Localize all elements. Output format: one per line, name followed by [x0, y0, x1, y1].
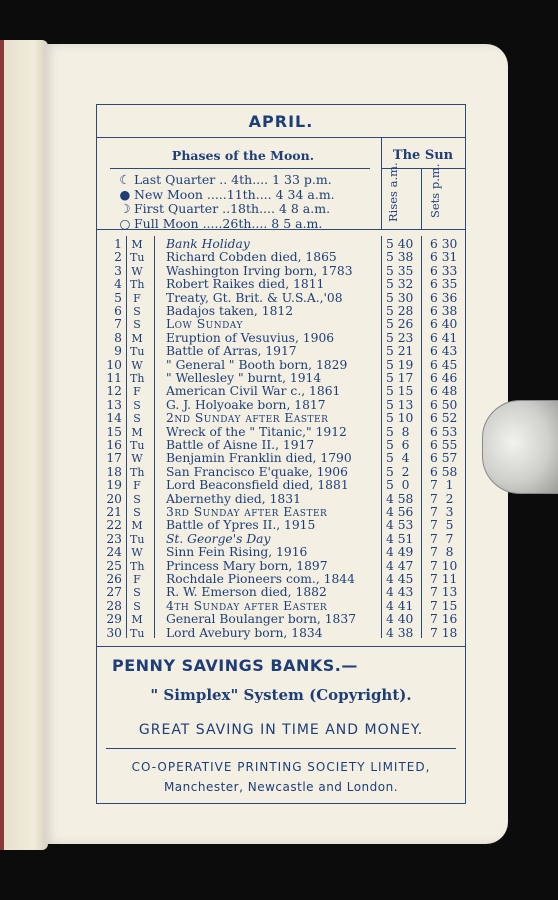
weekday: Tu	[130, 626, 145, 640]
sunset-time: 6 36	[430, 290, 458, 305]
weekday: Th	[130, 559, 145, 573]
sunset-time: 7 15	[430, 598, 458, 613]
day-event: 2nd Sunday after Easter	[166, 411, 329, 426]
day-number: 3	[114, 263, 122, 278]
left-page	[0, 40, 48, 850]
weekday: F	[133, 573, 141, 586]
sunrise-time: 5 38	[386, 250, 414, 265]
day-event: Low Sunday	[166, 317, 243, 332]
moon-phase-text: Full Moon .....26th.... 8 5 a.m.	[134, 215, 323, 231]
sunrise-time: 4 41	[386, 598, 414, 613]
day-event: Battle of Aisne II., 1917	[166, 438, 315, 452]
day-event: Lord Beaconsfield died, 1881	[166, 478, 349, 493]
day-number: 10	[106, 357, 122, 372]
sunrise-time: 5 6	[386, 438, 410, 452]
day-number: 9	[114, 344, 122, 359]
day-number: 26	[106, 572, 122, 586]
sunset-time: 6 30	[430, 237, 458, 251]
sunset-time: 6 55	[430, 438, 458, 452]
sunset-time: 7 1	[430, 478, 454, 493]
sunset-time: 7 18	[430, 625, 458, 640]
divider	[106, 748, 456, 749]
day-number: 12	[106, 384, 122, 399]
day-number: 23	[106, 531, 122, 546]
weekday: M	[131, 425, 143, 439]
moon-phase-row	[116, 187, 335, 202]
sunset-time: 7 8	[430, 545, 454, 560]
sunrise-time: 4 47	[386, 558, 414, 573]
sunrise-time: 4 51	[386, 531, 414, 546]
rises-label: Rises a.m.	[386, 162, 400, 222]
weekday: W	[131, 546, 143, 560]
day-event: 3rd Sunday after Easter	[166, 505, 328, 519]
weekday: Th	[130, 465, 145, 479]
weekday: S	[133, 492, 141, 506]
advert-headline: PENNY SAVINGS BANKS.—	[112, 656, 358, 675]
weekday: M	[131, 238, 143, 251]
weekday: F	[133, 291, 141, 305]
sunset-time: 7 16	[430, 612, 458, 627]
sunset-time: 6 46	[430, 371, 458, 385]
sunrise-time: 5 13	[386, 397, 414, 412]
day-event: American Civil War c., 1861	[166, 384, 341, 399]
divider	[421, 168, 422, 229]
sunrise-time: 5 10	[386, 411, 414, 426]
weekday: S	[133, 586, 141, 600]
weekday: Tu	[130, 439, 145, 452]
sunset-time: 6 53	[430, 424, 458, 439]
divider	[381, 137, 382, 229]
sun-heading: The Sun	[392, 148, 454, 163]
sunset-time: 6 43	[430, 344, 458, 359]
day-number: 27	[106, 585, 122, 600]
weekday: W	[131, 452, 143, 466]
moon-phase-text: Last Quarter .. 4th.... 1 33 p.m.	[134, 172, 332, 187]
weekday: F	[133, 479, 141, 493]
day-number: 1	[114, 237, 122, 251]
sunset-time: 6 41	[430, 330, 458, 345]
day-event: G. J. Holyoake born, 1817	[166, 397, 326, 412]
day-event: Abernethy died, 1831	[166, 491, 301, 506]
day-number: 2	[114, 250, 122, 265]
weekday: Tu	[130, 532, 145, 546]
day-event: " General " Booth born, 1829	[166, 357, 348, 372]
weekday: Th	[130, 372, 145, 385]
weekday: W	[131, 358, 143, 372]
moon-phase-icon: ○	[119, 215, 131, 231]
sets-label: Sets p.m.	[428, 163, 442, 218]
day-event: Bank Holiday	[166, 237, 250, 251]
sunrise-time: 5 23	[386, 330, 414, 345]
sunset-time: 7 5	[430, 518, 454, 533]
day-number: 5	[114, 290, 122, 305]
day-number: 16	[106, 438, 122, 452]
day-event: Battle of Ypres II., 1915	[166, 518, 316, 533]
sunrise-time: 4 40	[386, 612, 414, 627]
sunset-time: 7 13	[430, 585, 458, 600]
moon-phase-row	[116, 172, 332, 187]
weekday: M	[131, 613, 143, 627]
sunrise-time: 5 30	[386, 290, 414, 305]
sunrise-time: 4 38	[386, 625, 414, 640]
sunset-time: 7 10	[430, 558, 458, 573]
page-clip	[482, 400, 558, 494]
day-event: Washington Irving born, 1783	[166, 263, 353, 278]
day-number: 18	[106, 464, 122, 479]
day-event: Treaty, Gt. Brit. & U.S.A.,'08	[166, 290, 343, 305]
moon-phase-row	[116, 216, 322, 231]
weekday: M	[131, 519, 143, 533]
day-event: Eruption of Vesuvius, 1906	[166, 330, 335, 345]
day-number: 29	[106, 612, 122, 627]
sunrise-time: 5 17	[386, 371, 414, 385]
day-number: 22	[106, 518, 122, 533]
weekday: S	[133, 412, 141, 426]
day-number: 20	[106, 491, 122, 506]
sunset-time: 7 3	[430, 505, 454, 519]
day-event: Lord Avebury born, 1834	[166, 625, 323, 640]
sunset-time: 7 7	[430, 531, 454, 546]
sunset-time: 6 57	[430, 451, 458, 466]
sunrise-time: 5 21	[386, 344, 414, 359]
advert-cities: Manchester, Newcastle and London.	[163, 780, 399, 794]
sunrise-time: 5 40	[386, 237, 414, 251]
sunrise-time: 5 4	[386, 451, 410, 466]
sunset-time: 6 45	[430, 357, 458, 372]
sunset-time: 6 50	[430, 397, 458, 412]
sunrise-time: 5 35	[386, 263, 414, 278]
moon-phase-icon: ●	[119, 186, 131, 202]
weekday: S	[133, 318, 141, 332]
sunset-time: 6 33	[430, 263, 458, 278]
day-number: 24	[106, 545, 122, 560]
day-event: St. George's Day	[166, 531, 271, 546]
day-event: " Wellesley " burnt, 1914	[166, 371, 322, 385]
sunrise-time: 4 43	[386, 585, 414, 600]
sunrise-time: 5 28	[386, 304, 414, 318]
sunrise-time: 4 56	[386, 505, 414, 519]
weekday: W	[131, 264, 143, 278]
sunset-time: 6 35	[430, 277, 458, 292]
weekday: Tu	[130, 251, 145, 265]
moon-phase-row	[116, 201, 330, 216]
day-number: 15	[106, 424, 122, 439]
book-cover-edge	[0, 40, 4, 850]
sunrise-time: 4 58	[386, 491, 414, 506]
sunset-time: 6 40	[430, 317, 458, 332]
day-number: 8	[114, 330, 122, 345]
day-event: Robert Raikes died, 1811	[166, 277, 325, 292]
sunrise-time: 5 19	[386, 357, 414, 372]
sunset-time: 6 58	[430, 464, 458, 479]
day-event: San Francisco E'quake, 1906	[166, 464, 348, 479]
day-number: 4	[114, 277, 122, 292]
weekday: S	[133, 398, 141, 412]
day-number: 30	[106, 625, 122, 640]
day-event: Rochdale Pioneers com., 1844	[166, 572, 355, 586]
day-number: 7	[114, 317, 122, 332]
weekday: M	[131, 331, 143, 345]
sunset-time: 7 2	[430, 491, 454, 506]
month-title: APRIL.	[248, 112, 314, 131]
weekday: S	[133, 506, 141, 519]
day-number: 6	[114, 304, 122, 318]
sunrise-time: 4 53	[386, 518, 414, 533]
moon-phase-icon: ☾	[119, 172, 131, 187]
weekday: S	[133, 305, 141, 318]
sunrise-time: 5 0	[386, 478, 410, 493]
advert-system: " Simplex" System (Copyright).	[150, 686, 412, 704]
sunset-time: 6 38	[430, 304, 458, 318]
day-event: General Boulanger born, 1837	[166, 612, 357, 627]
day-number: 19	[106, 478, 122, 493]
weekday: Th	[130, 278, 145, 292]
sunrise-time: 5 32	[386, 277, 414, 292]
day-number: 21	[106, 505, 122, 519]
advert-printer: CO-OPERATIVE PRINTING SOCIETY LIMITED,	[131, 760, 431, 774]
sunrise-time: 5 2	[386, 464, 410, 479]
weekday: F	[133, 385, 141, 399]
sunset-time: 6 52	[430, 411, 458, 426]
phases-heading: Phases of the Moon.	[171, 148, 315, 163]
day-event: 4th Sunday after Easter	[166, 598, 328, 613]
day-event: Badajos taken, 1812	[166, 304, 294, 318]
sunrise-time: 5 8	[386, 424, 410, 439]
day-number: 11	[106, 371, 122, 385]
day-event: Battle of Arras, 1917	[166, 344, 297, 359]
day-event: Benjamin Franklin died, 1790	[166, 451, 352, 466]
day-number: 17	[106, 451, 122, 466]
day-event: Richard Cobden died, 1865	[166, 250, 337, 265]
day-event: R. W. Emerson died, 1882	[166, 585, 327, 600]
divider	[96, 646, 466, 647]
day-number: 28	[106, 598, 122, 613]
sunset-time: 6 31	[430, 250, 458, 265]
sunrise-time: 5 26	[386, 317, 414, 332]
moon-phase-text: New Moon .....11th.... 4 34 a.m.	[134, 186, 335, 202]
sunrise-time: 5 15	[386, 384, 414, 399]
day-number: 25	[106, 558, 122, 573]
moon-phase-icon: ☽	[119, 201, 131, 216]
advert-slogan: GREAT SAVING IN TIME AND MONEY.	[138, 722, 424, 738]
moon-phase-text: First Quarter ..18th.... 4 8 a.m.	[134, 201, 331, 216]
divider	[96, 137, 466, 138]
divider	[110, 168, 370, 169]
weekday: S	[133, 599, 141, 613]
sunset-time: 7 11	[430, 572, 458, 586]
day-event: Sinn Fein Rising, 1916	[166, 545, 308, 560]
day-number: 14	[106, 411, 122, 426]
weekday: Tu	[130, 345, 145, 359]
day-event: Wreck of the " Titanic," 1912	[166, 424, 347, 439]
day-event: Princess Mary born, 1897	[166, 558, 328, 573]
day-number: 13	[106, 397, 122, 412]
sunset-time: 6 48	[430, 384, 458, 399]
sunrise-time: 4 49	[386, 545, 414, 560]
sunrise-time: 4 45	[386, 572, 414, 586]
day-row	[96, 626, 466, 641]
